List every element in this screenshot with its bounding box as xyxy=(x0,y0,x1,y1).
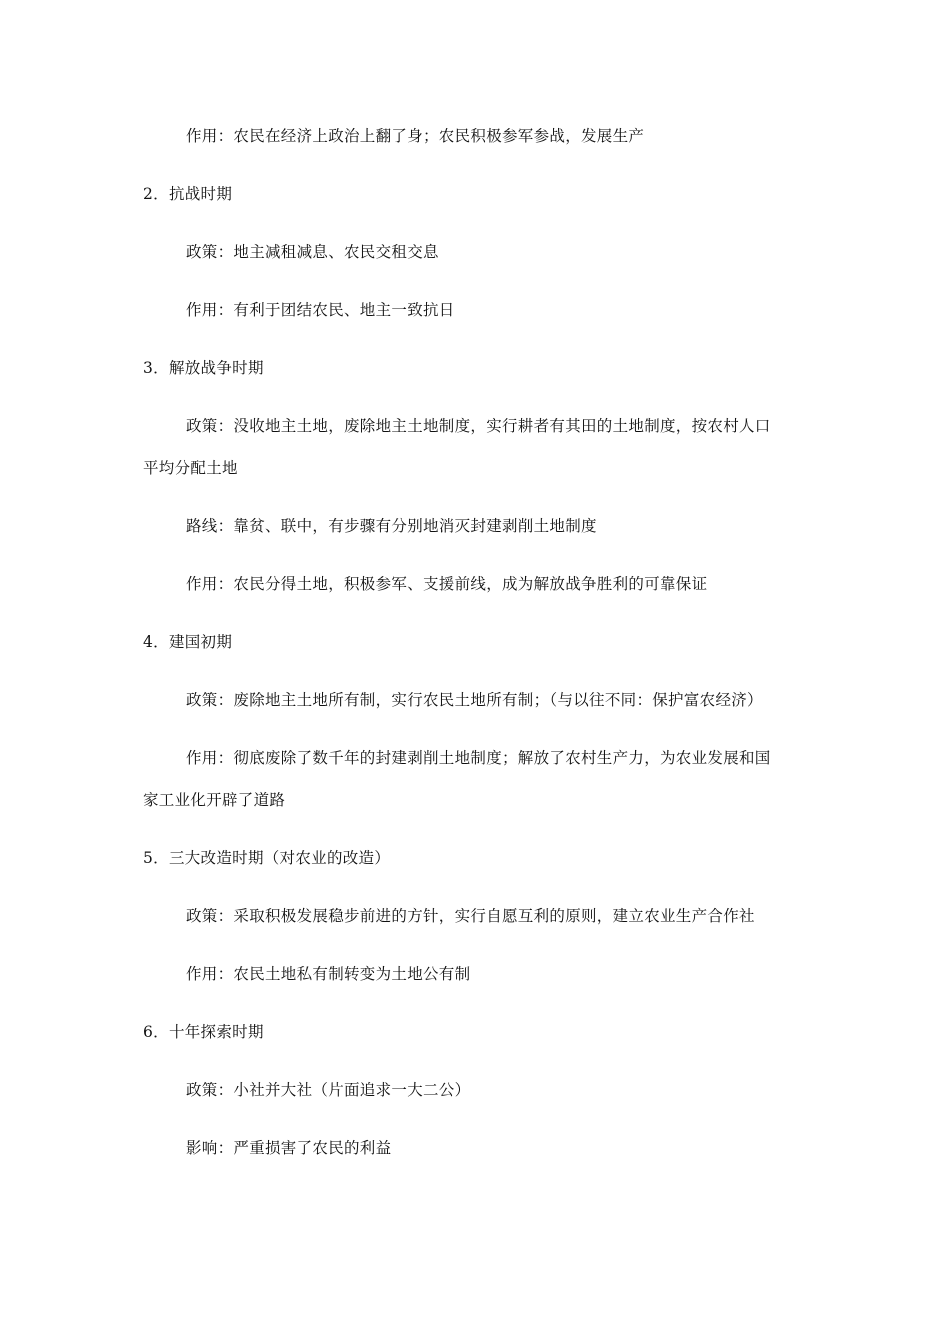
section-heading-anti-japanese-war: 2．抗战时期 xyxy=(143,185,233,203)
paragraph-policy-liberation-war-line1: 政策：没收地主土地，废除地主土地制度，实行耕者有其田的土地制度，按农村人口 xyxy=(186,417,771,435)
paragraph-policy-anti-japanese-war: 政策：地主减租减息、农民交租交息 xyxy=(186,243,439,261)
paragraph-policy-early-prc: 政策：废除地主土地所有制，实行农民土地所有制；（与以往不同：保护富农经济） xyxy=(186,691,763,709)
paragraph-route-liberation-war: 路线：靠贫、联中，有步骤有分别地消灭封建剥削土地制度 xyxy=(186,517,597,535)
paragraph-impact-ten-year-exploration: 影响：严重损害了农民的利益 xyxy=(186,1139,392,1157)
paragraph-policy-liberation-war-line2: 平均分配土地 xyxy=(143,459,238,477)
paragraph-policy-three-transformations: 政策：采取积极发展稳步前进的方针，实行自愿互利的原则，建立农业生产合作社 xyxy=(186,907,755,925)
section-heading-ten-year-exploration: 6．十年探索时期 xyxy=(143,1023,264,1041)
section-heading-three-transformations: 5．三大改造时期（对农业的改造） xyxy=(143,849,391,867)
paragraph-effect-land-reform: 作用：农民在经济上政治上翻了身；农民积极参军参战，发展生产 xyxy=(186,127,645,145)
paragraph-effect-early-prc-line2: 家工业化开辟了道路 xyxy=(143,791,286,809)
paragraph-effect-anti-japanese-war: 作用：有利于团结农民、地主一致抗日 xyxy=(186,301,455,319)
paragraph-effect-liberation-war: 作用：农民分得土地，积极参军、支援前线，成为解放战争胜利的可靠保证 xyxy=(186,575,708,593)
paragraph-policy-ten-year-exploration: 政策：小社并大社（片面追求一大二公） xyxy=(186,1081,471,1099)
paragraph-effect-early-prc-line1: 作用：彻底废除了数千年的封建剥削土地制度；解放了农村生产力，为农业发展和国 xyxy=(186,749,771,767)
paragraph-effect-three-transformations: 作用：农民土地私有制转变为土地公有制 xyxy=(186,965,471,983)
section-heading-early-prc: 4．建国初期 xyxy=(143,633,233,651)
section-heading-liberation-war: 3．解放战争时期 xyxy=(143,359,264,377)
